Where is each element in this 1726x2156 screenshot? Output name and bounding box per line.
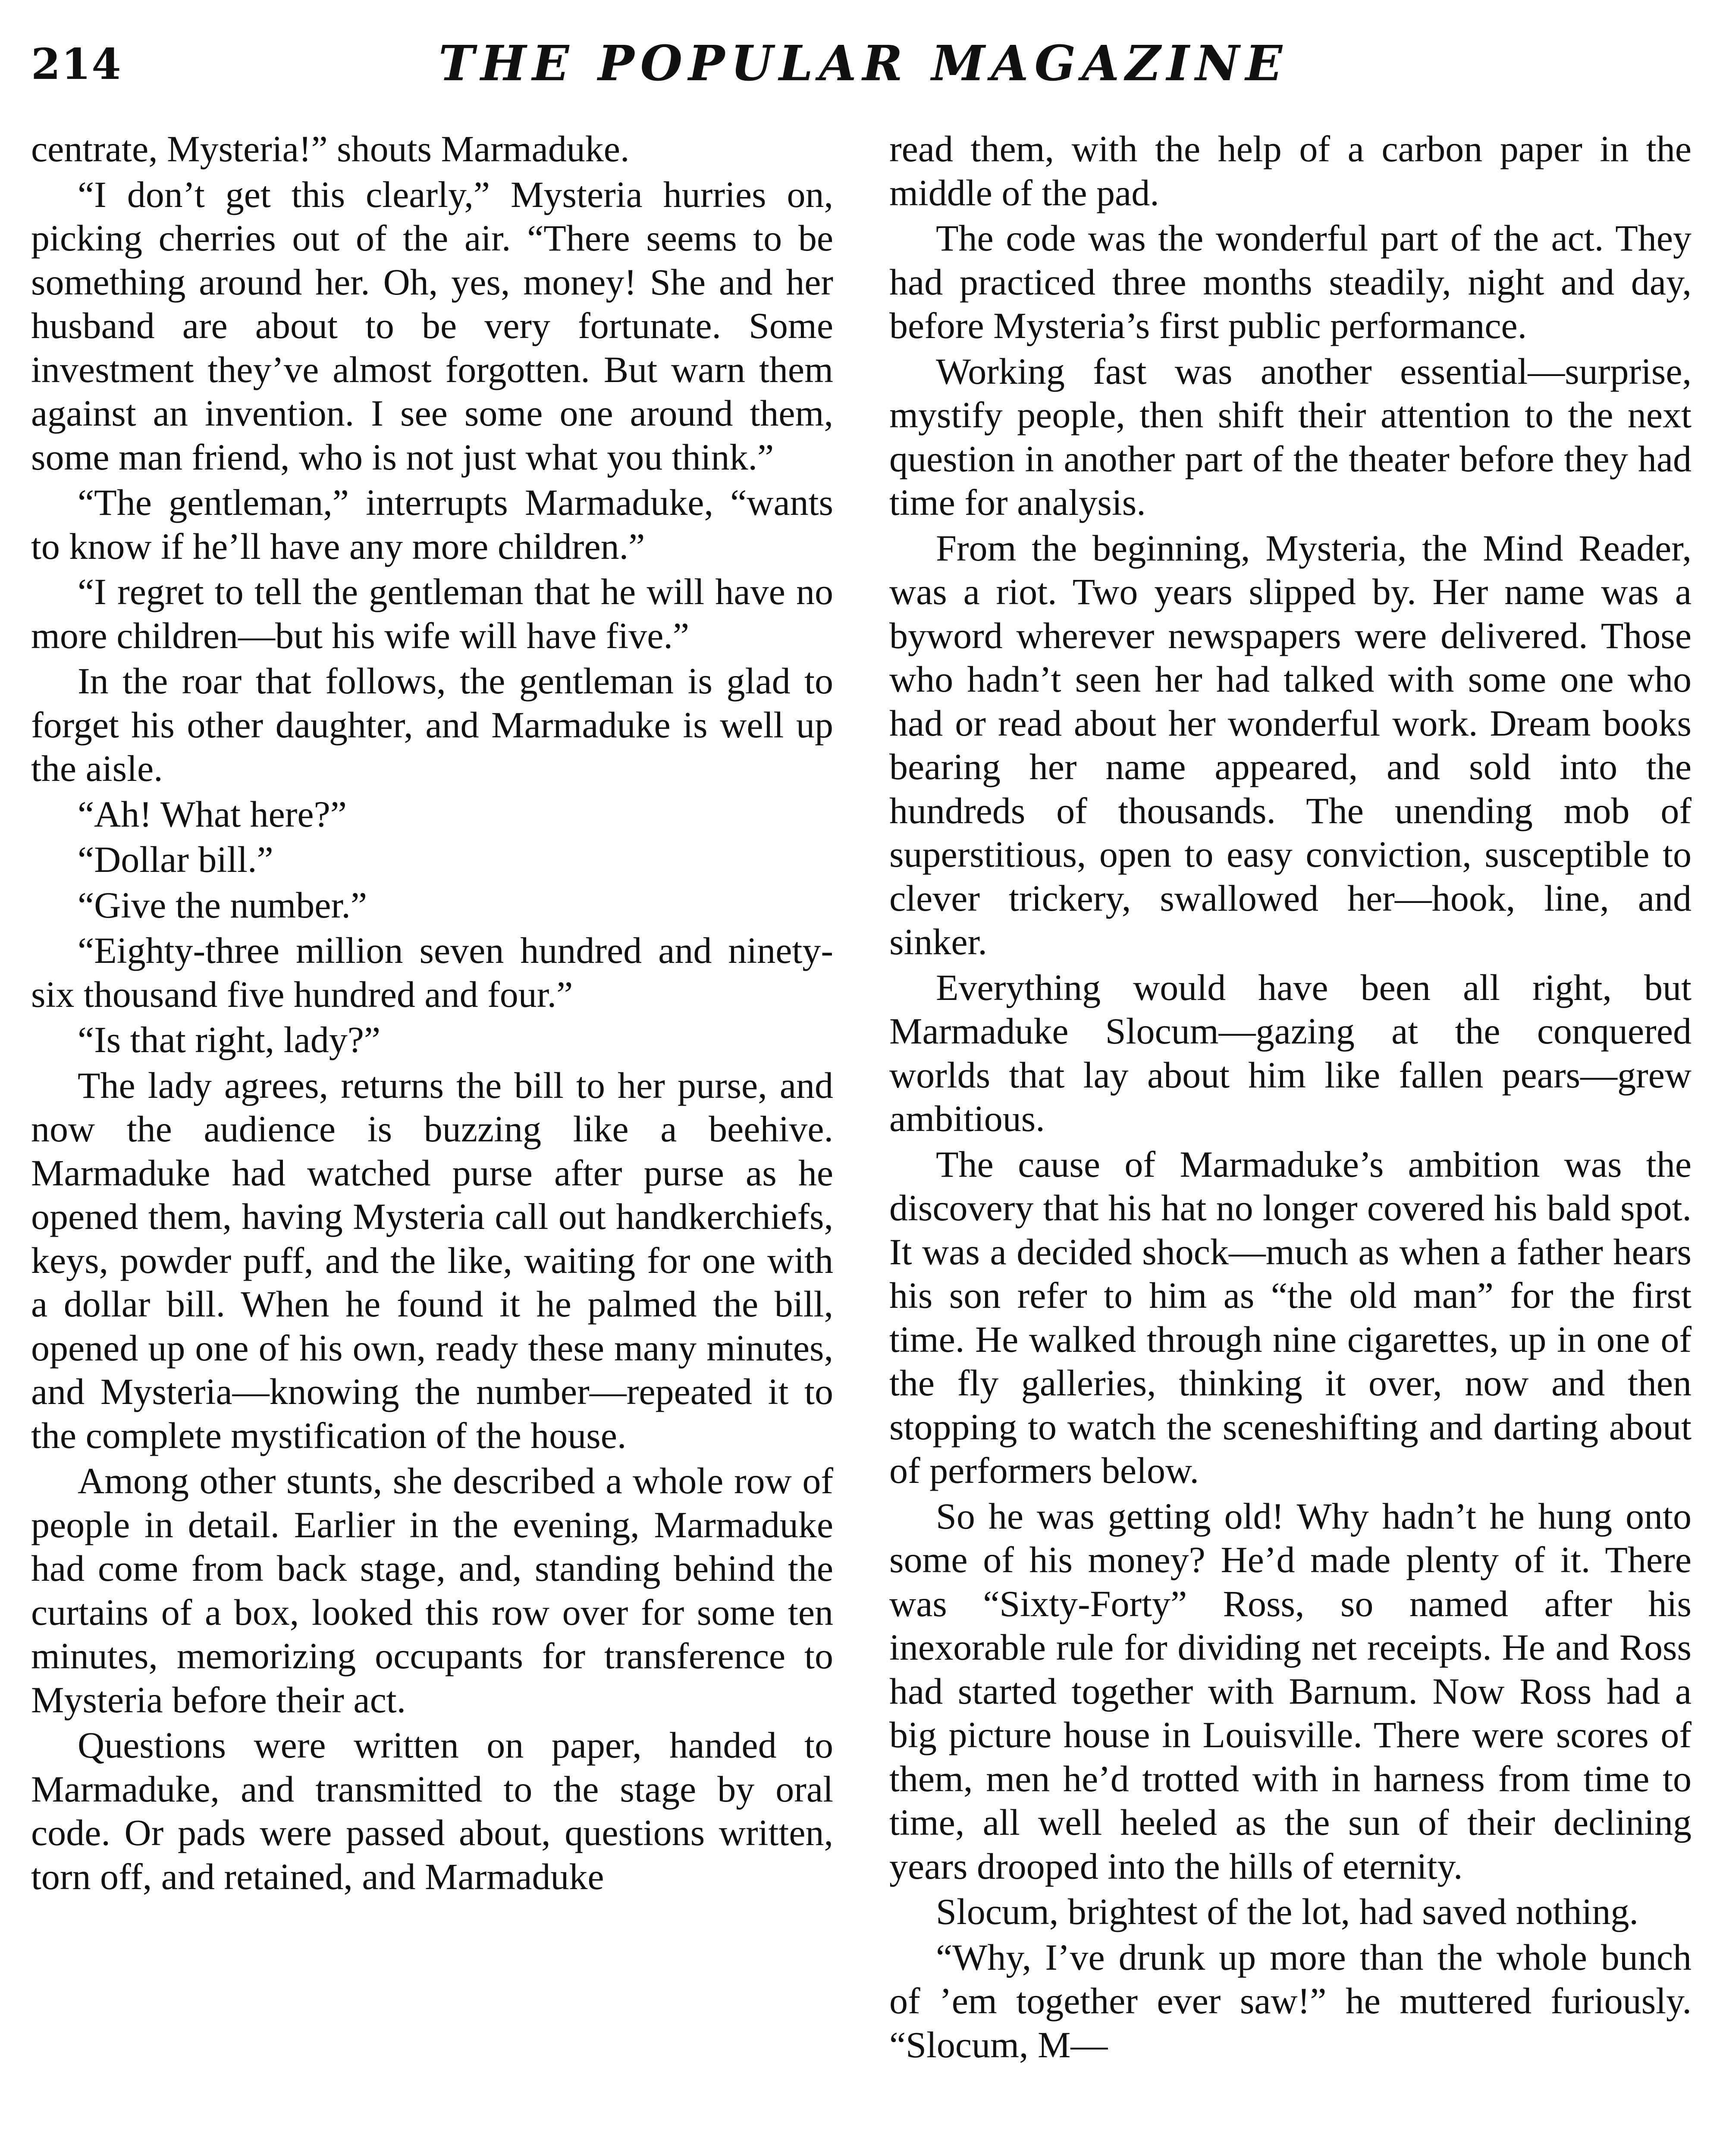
paragraph: So he was getting old! Why hadn’t he hung onto some of his money? He’d made plenty of it. There was “Sixty-Forty” Ross, so named after his inexorable rule for dividing net receipts. He and Ross had started together with Barnum. Now Ross had a big picture house in Louisville. There were scores of them, men he’d trotted with in harness from time to time, all well heeled as the sun of their declining years drooped into the hills of eternity. [889,1495,1691,1887]
paragraph: Working fast was another essential—surprise, mystify people, then shift their attention to the next question in another part of the theater before they had time for analysis. [889,350,1691,523]
page-header [31,27,1696,113]
paragraph: Among other stunts, she described a whole row of people in detail. Earlier in the evening, Marmaduke had come from back stage, and, standing behind the curtains of a box, looked this row over for some ten minutes, memorizing occupants for transference to Mysteria before their act. [31,1460,833,1720]
paragraph: “Dollar bill.” [78,839,273,880]
paragraph: “Ah! What here?” [78,793,347,835]
paragraph: “I regret to tell the gentleman that he will have no more children—but his wife will have five.” [31,571,833,656]
paragraph: The lady agrees, returns the bill to her purse, and now the audience is buzzing like a beehive. Marmaduke had watched purse after purse as he opened them, having Mysteria call out handkerchiefs, keys, powder puff, and the like, waiting for one with a dollar bill. When he found it he palmed the bill, opened up one of his own, ready these many minutes, and Mysteria—knowing the number—repeated it to the complete mystification of the house. [31,1064,833,1456]
paragraph: “The gentleman,” interrupts Marmaduke, “wants to know if he’ll have any more children.” [31,482,833,567]
paragraph: From the beginning, Mysteria, the Mind Reader, was a riot. Two years slipped by. Her name was a byword wherever newspapers were delivered. Those who hadn’t seen her had talked with some one who had or read about her wonderful work. Dream books bearing her name appeared, and sold into the hundreds of thousands. The unending mob of superstitious, open to easy conviction, susceptible to clever trickery, swallowed her—hook, line, and sinker. [889,527,1691,962]
paragraph: centrate, Mysteria!” shouts Marmaduke. [31,128,630,169]
right-text-column [889,127,1691,2068]
paragraph: Slocum, brightest of the lot, had saved nothing. [936,1891,1639,1932]
paragraph: “Give the number.” [78,884,367,926]
paragraph: “I don’t get this clearly,” Mysteria hurries on, picking cherries out of the air. “There seems to be something around her. Oh, yes, money! She and her husband are about to be very fortunate. Some investment they’ve almost forgotten. But warn them against an invention. I see some one around them, some man friend, who is not just what you think.” [31,173,833,478]
paragraph: Everything would have been all right, but Marmaduke Slocum—gazing at the conquered worlds that lay about him like fallen pears—grew ambitious. [889,966,1691,1139]
paragraph: Questions were written on paper, handed to Marmaduke, and transmitted to the stage by oral code. Or pads were passed about, questions written, torn off, and retained, and Marmaduke [31,1724,833,1897]
paragraph: The cause of Marmaduke’s ambition was the discovery that his hat no longer covered his bald spot. It was a decided shock—much as when a father hears his son refer to him as “the old man” for the first time. He walked through nine cigarettes, up in one of the fly galleries, thinking it over, now and then stopping to watch the sceneshifting and darting about of performers below. [889,1143,1691,1491]
paragraph: “Eighty-three million seven hundred and ninety-six thousand five hundred and four.” [31,930,833,1015]
left-text-column [31,127,833,1900]
paragraph: The code was the wonderful part of the act. They had practiced three months steadily, night and day, before Mysteria’s first public performance. [889,217,1691,346]
paragraph: read them, with the help of a carbon paper in the middle of the pad. [889,128,1691,213]
running-title: THE POPULAR MAGAZINE [438,35,1289,92]
page-number: 214 [31,40,122,89]
paragraph: In the roar that follows, the gentleman is glad to forget his other daughter, and Marmaduke is well up the aisle. [31,660,833,789]
paragraph: “Why, I’ve drunk up more than the whole bunch of ’em together ever saw!” he muttered furiously. “Slocum, M— [889,1936,1691,2065]
paragraph: “Is that right, lady?” [78,1019,381,1060]
